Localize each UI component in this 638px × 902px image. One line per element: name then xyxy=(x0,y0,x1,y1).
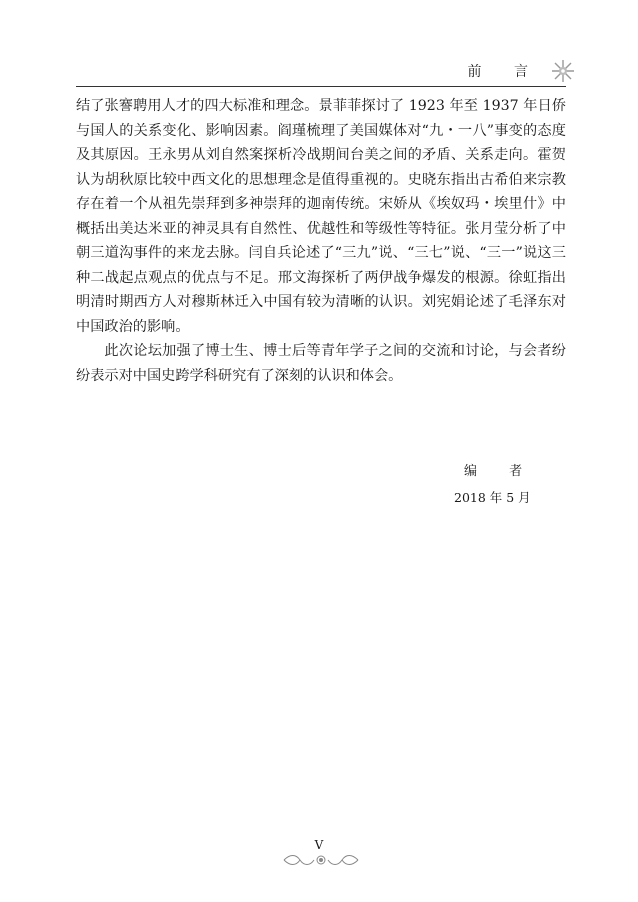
header-rule xyxy=(76,86,566,87)
snowflake-ornament-icon xyxy=(550,58,576,84)
scroll-flourish-icon xyxy=(282,853,360,867)
page-number: V xyxy=(314,838,324,852)
paragraph: 此次论坛加强了博士生、博士后等青年学子之间的交流和讨论，与会者纷纷表示对中国史跨学科研究有了深刻的认识和体会。 xyxy=(76,343,566,384)
body-text xyxy=(76,94,566,388)
paragraph: 结了张謇聘用人才的四大标准和理念。景菲菲探讨了 1923 年至 1937 年日侨与国人的关系变化、影响因素。阎瑾梳理了美国媒体对“九・一八”事变的态度及其原因。王永男从刘自然案探析冷战期间台美之间的矛盾、关系走向。霍贺认为胡秋原比较中西文化的思想理念是值得重视的。史晓东指出古希伯来宗教存在着一个从祖先崇拜到多神崇拜的迦南传统。宋娇从《埃奴玛・埃里什》中概括出美达米亚的神灵具有自然性、优越性和等级性等特征。张月莹分析了中朝三道沟事件的来龙去脉。闫自兵论述了“三九”说、“三七”说、“三一”说这三种二战起点观点的优点与不足。邢文海探析了两伊战争爆发的根源。徐虹指出明清时期西方人对穆斯林迁入中国有较为清晰的认识。刘宪娟论述了毛泽东对中国政治的影响。 xyxy=(76,98,566,335)
signature: 编 者 xyxy=(464,464,537,479)
header-title: 前 言 xyxy=(467,64,542,80)
date: 2018 年 5 月 xyxy=(454,490,531,505)
running-header xyxy=(468,58,576,84)
